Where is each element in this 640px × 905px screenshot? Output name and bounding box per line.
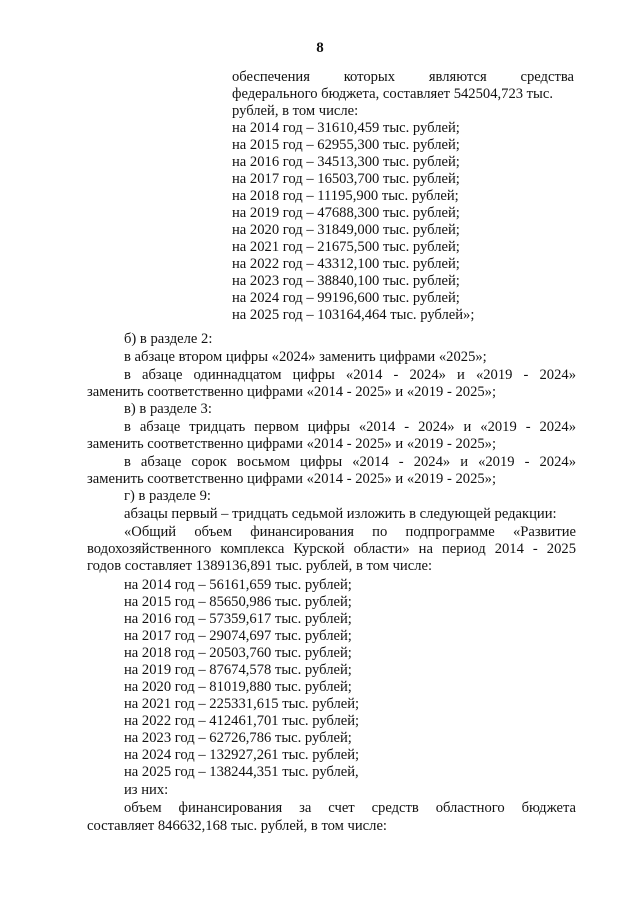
year-amount-line: на 2022 год – 43312,100 тыс. рублей; [232, 256, 460, 272]
paragraph-line [87, 541, 576, 558]
paragraph-line [232, 69, 574, 86]
section-heading: в) в разделе 3: [124, 401, 212, 417]
paragraph-line: заменить соответственно цифрами «2014 - 2025» и «2019 - 2025»; [87, 436, 497, 452]
year-amount-line: на 2020 год – 31849,000 тыс. рублей; [232, 222, 460, 238]
paragraph-line: заменить соответственно цифрами «2014 - 2025» и «2019 - 2025»; [87, 471, 497, 487]
year-amount-line: на 2021 год – 21675,500 тыс. рублей; [232, 239, 460, 255]
year-amount-line: на 2025 год – 138244,351 тыс. рублей, [124, 764, 359, 780]
paragraph-line: абзацы первый – тридцать седьмой изложить в следующей редакции: [124, 506, 557, 522]
word: которых [343, 69, 396, 85]
paragraph-line: из них: [124, 782, 169, 798]
justified-text: «Общий объем финансирования по подпрограмме «Развитие [124, 524, 576, 540]
word: являются [428, 69, 487, 85]
section-heading: б) в разделе 2: [124, 331, 213, 347]
paragraph-line [124, 800, 576, 817]
paragraph-line: федерального бюджета, составляет 542504,723 тыс. [232, 86, 553, 102]
year-amount-line: на 2025 год – 103164,464 тыс. рублей»; [232, 307, 475, 323]
paragraph-line [124, 367, 576, 384]
paragraph-line: заменить соответственно цифрами «2014 - 2025» и «2019 - 2025»; [87, 384, 497, 400]
year-amount-line: на 2017 год – 29074,697 тыс. рублей; [124, 628, 352, 644]
justified-text: водохозяйственного комплекса Курской области» на период 2014 - 2025 [87, 541, 576, 557]
justified-text: в абзаце сорок восьмом цифры «2014 - 2024» и «2019 - 2024» [124, 454, 576, 470]
justified-text: объем финансирования за счет средств областного бюджета [124, 800, 576, 816]
year-amount-line: на 2014 год – 31610,459 тыс. рублей; [232, 120, 460, 136]
year-amount-line: на 2019 год – 47688,300 тыс. рублей; [232, 205, 460, 221]
year-amount-line: на 2021 год – 225331,615 тыс. рублей; [124, 696, 360, 712]
year-amount-line: на 2018 год – 11195,900 тыс. рублей; [232, 188, 459, 204]
year-amount-line: на 2015 год – 85650,986 тыс. рублей; [124, 594, 352, 610]
year-amount-line: на 2024 год – 132927,261 тыс. рублей; [124, 747, 360, 763]
year-amount-line: на 2018 год – 20503,760 тыс. рублей; [124, 645, 352, 661]
paragraph-line: составляет 846632,168 тыс. рублей, в том числе: [87, 818, 387, 834]
year-amount-line: на 2016 год – 34513,300 тыс. рублей; [232, 154, 460, 170]
year-amount-line: на 2019 год – 87674,578 тыс. рублей; [124, 662, 352, 678]
paragraph-line [124, 419, 576, 436]
paragraph-line [124, 524, 576, 541]
paragraph-line: годов составляет 1389136,891 тыс. рублей, в том числе: [87, 558, 433, 574]
section-heading: г) в разделе 9: [124, 488, 211, 504]
paragraph-line: рублей, в том числе: [232, 103, 359, 119]
paragraph-line: в абзаце втором цифры «2024» заменить цифрами «2025»; [124, 349, 487, 365]
page-number: 8 [316, 40, 324, 56]
year-amount-line: на 2023 год – 38840,100 тыс. рублей; [232, 273, 460, 289]
word: средства [520, 69, 574, 85]
justified-text: в абзаце одиннадцатом цифры «2014 - 2024» и «2019 - 2024» [124, 367, 576, 383]
year-amount-line: на 2016 год – 57359,617 тыс. рублей; [124, 611, 352, 627]
year-amount-line: на 2014 год – 56161,659 тыс. рублей; [124, 577, 352, 593]
year-amount-line: на 2023 год – 62726,786 тыс. рублей; [124, 730, 352, 746]
year-amount-line: на 2022 год – 412461,701 тыс. рублей; [124, 713, 360, 729]
paragraph-line [124, 454, 576, 471]
year-amount-line: на 2020 год – 81019,880 тыс. рублей; [124, 679, 352, 695]
justified-text: в абзаце тридцать первом цифры «2014 - 2024» и «2019 - 2024» [124, 419, 576, 435]
year-amount-line: на 2024 год – 99196,600 тыс. рублей; [232, 290, 460, 306]
year-amount-line: на 2017 год – 16503,700 тыс. рублей; [232, 171, 460, 187]
word: обеспечения [232, 69, 310, 85]
year-amount-line: на 2015 год – 62955,300 тыс. рублей; [232, 137, 460, 153]
